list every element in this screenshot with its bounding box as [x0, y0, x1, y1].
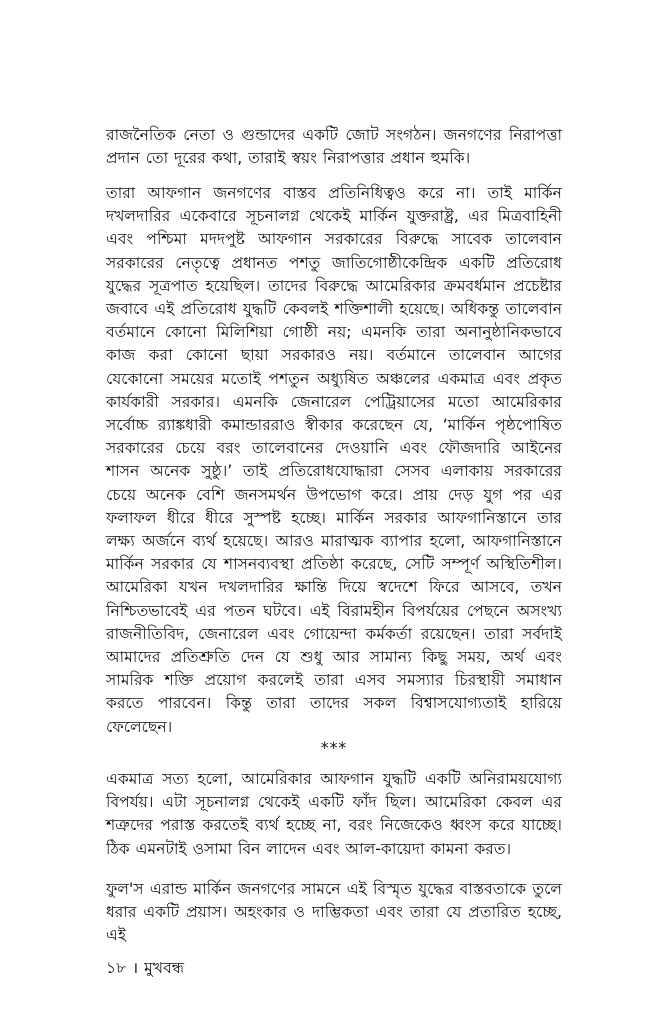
page-footer [106, 957, 184, 979]
footer-divider: । [132, 959, 139, 977]
body-paragraph-4: ফুল'স এরান্ড মার্কিন জনগণের সামনে এই বিস্মৃত যুদ্ধের বাস্তবতাকে তুলে ধরার একটি প্রয়াস। অহংকার ও দাম্ভিকতা এবং তারা যে প্রতারিত হচ্ছে, এই [106, 880, 562, 945]
section-title: মুখবন্ধ [144, 959, 185, 977]
body-paragraph-1: রাজনৈতিক নেতা ও গুন্ডাদের একটি জোট সংগঠন। জনগণের নিরাপত্তা প্রদান তো দূরের কথা, তারাই স্বয়ং নিরাপত্তার প্রধান হুমকি। [106, 126, 562, 168]
section-separator: *** [320, 739, 348, 757]
page-number: ১৮ [106, 959, 127, 977]
body-paragraph-2: তারা আফগান জনগণের বাস্তব প্রতিনিধিত্বও করে না। তাই মার্কিন দখলদারির একেবারে সূচনালগ্ন থেকেই মার্কিন যুক্তরাষ্ট্র, এর মিত্রবাহিনী এবং পশ্চিমা মদদপুষ্ট আফগান সরকারের বিরুদ্ধে সাবেক তালেবান সরকারের নেতৃত্বে প্রধানত পশতু জাতিগোষ্ঠীকেন্দ্রিক একটি প্রতিরোধ যুদ্ধের সূত্রপাত হয়েছিল। তাদের বিরুদ্ধে আমেরিকার ক্রমবর্ধমান প্রচেষ্টার জবাবে এই প্রতিরোধ যুদ্ধটি কেবলই শক্তিশালী হয়েছে। অধিকন্তু তালেবান বর্তমানে কোনো মিলিশিয়া গোষ্ঠী নয়; এমনকি তারা অনানুষ্ঠানিকভাবে কাজ করা কোনো ছায়া সরকারও নয়। বর্তমানে তালেবান আগের যেকোনো সময়ের মতোই পশতুন অধ্যুষিত অঞ্চলের একমাত্র এবং প্রকৃত কার্যকারী সরকার। এমনকি জেনারেল পেট্রিয়াসের মতো আমেরিকার সর্বোচ্চ র‍্যাঙ্কধারী কমান্ডাররাও স্বীকার করেছেন যে, ‘মার্কিন পৃষ্ঠপোষিত সরকারের চেয়ে বরং তালেবানের দেওয়ানি এবং ফৌজদারি আইনের শাসন অনেক সুষ্ঠু।’ তাই প্রতিরোধযোদ্ধারা সেসব এলাকায় সরকারের চেয়ে অনেক বেশি জনসমর্থন উপভোগ করে। প্রায় দেড় যুগ পর এর ফলাফল ধীরে ধীরে সুস্পষ্ট হচ্ছে। মার্কিন সরকার আফগানিস্তানে তার লক্ষ্য অর্জনে ব্যর্থ হয়েছে। আরও মারাত্মক ব্যাপার হলো, আফগানিস্তানে মার্কিন সরকার যে শাসনব্যবস্থা প্রতিষ্ঠা করেছে, সেটি সম্পূর্ণ অস্থিতিশীল। আমেরিকা যখন দখলদারির ক্ষান্তি দিয়ে স্বদেশে ফিরে আসবে, তখন নিশ্চিতভাবেই এর পতন ঘটবে। এই বিরামহীন বিপর্যয়ের পেছনে অসংখ্য রাজনীতিবিদ, জেনারেল এবং গোয়েন্দা কর্মকর্তা রয়েছেন। তারা সর্বদাই আমাদের প্রতিশ্রুতি দেন যে শুধু আর সামান্য কিছু সময়, অর্থ এবং সামরিক শক্তি প্রয়োগ করলেই তারা এসব সমস্যার চিরস্থায়ী সমাধান করতে পারবেন। কিন্তু তারা তাদের সকল বিশ্বাসযোগ্যতাই হারিয়ে ফেলেছেন। [106, 184, 562, 736]
body-paragraph-3: একমাত্র সত্য হলো, আমেরিকার আফগান যুদ্ধটি একটি অনিরাময়যোগ্য বিপর্যয়। এটা সূচনালগ্ন থেকেই একটি ফাঁদ ছিল। আমেরিকা কেবল এর শত্রুদের পরাস্ত করতেই ব্যর্থ হচ্ছে না, বরং নিজেকেও ধ্বংস করে যাচ্ছে। ঠিক এমনটাই ওসামা বিন লাদেন এবং আল-কায়েদা কামনা করত। [106, 770, 562, 858]
